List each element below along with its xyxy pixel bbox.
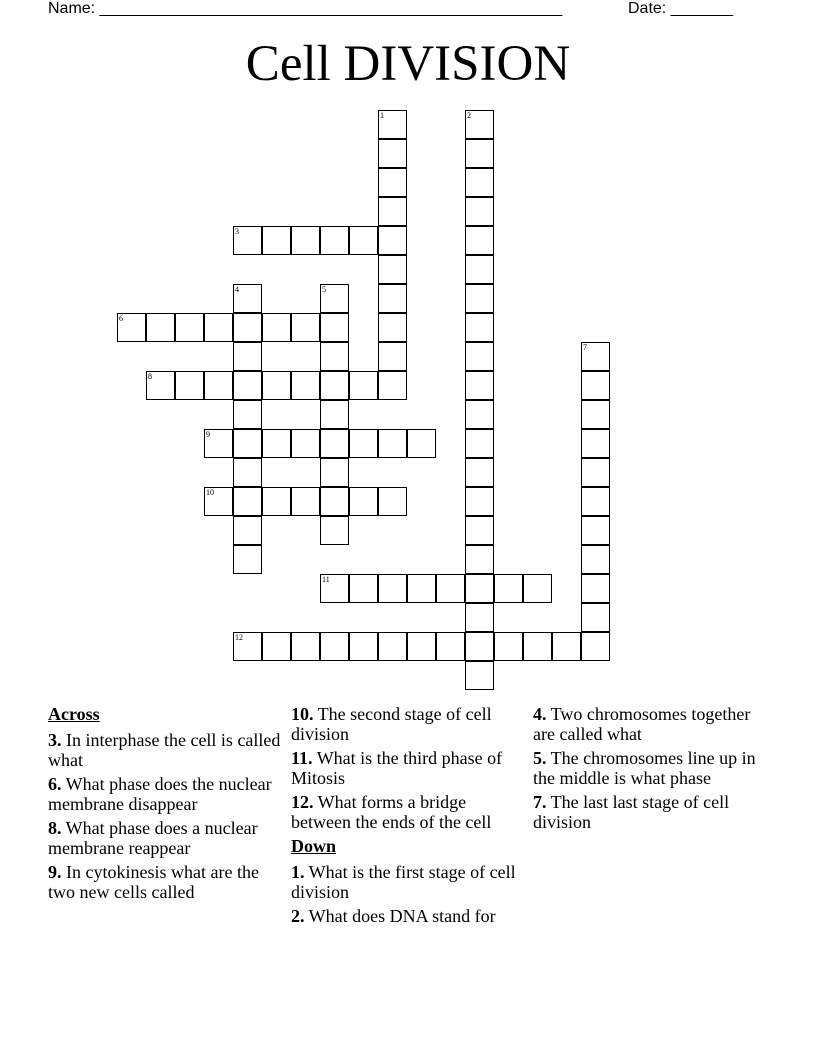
- crossword-cell[interactable]: [378, 110, 407, 139]
- crossword-cell[interactable]: [320, 429, 349, 458]
- crossword-cell[interactable]: [378, 313, 407, 342]
- crossword-cell[interactable]: [465, 400, 494, 429]
- clue-item: [291, 748, 527, 788]
- clue-item: [291, 862, 527, 902]
- crossword-cell[interactable]: [320, 400, 349, 429]
- crossword-cell[interactable]: [233, 429, 262, 458]
- crossword-cell[interactable]: [465, 429, 494, 458]
- crossword-cell[interactable]: [349, 371, 378, 400]
- crossword-cell[interactable]: [233, 371, 262, 400]
- crossword-cell[interactable]: [407, 574, 436, 603]
- crossword-cell[interactable]: [378, 632, 407, 661]
- crossword-cell[interactable]: [581, 603, 610, 632]
- across-heading: Across: [48, 704, 100, 724]
- crossword-cell[interactable]: [378, 197, 407, 226]
- crossword-cell[interactable]: [262, 487, 291, 516]
- clue-item: [291, 704, 527, 744]
- crossword-cell[interactable]: [581, 429, 610, 458]
- clue-item: [533, 792, 769, 832]
- clue-text: What forms a bridge between the ends of the cell: [291, 792, 492, 832]
- crossword-cell[interactable]: [349, 574, 378, 603]
- crossword-cell[interactable]: [146, 371, 175, 400]
- crossword-cell[interactable]: [233, 545, 262, 574]
- down-heading: Down: [291, 836, 337, 856]
- cell-number: 1: [380, 111, 384, 120]
- clue-text: What phase does the nuclear membrane disappear: [48, 774, 272, 814]
- crossword-cell[interactable]: [291, 487, 320, 516]
- crossword-cell[interactable]: [378, 487, 407, 516]
- crossword-cell[interactable]: [349, 632, 378, 661]
- crossword-cell[interactable]: [581, 574, 610, 603]
- cell-number: 6: [119, 314, 123, 323]
- date-field[interactable]: Date: _______: [628, 0, 733, 17]
- crossword-cell[interactable]: [233, 313, 262, 342]
- crossword-cell[interactable]: [465, 139, 494, 168]
- crossword-cell[interactable]: [320, 487, 349, 516]
- crossword-cell[interactable]: [233, 516, 262, 545]
- crossword-cell[interactable]: [204, 313, 233, 342]
- name-field[interactable]: Name: ____________________________________________________: [48, 0, 563, 17]
- crossword-cell[interactable]: [465, 487, 494, 516]
- crossword-cell[interactable]: [175, 371, 204, 400]
- crossword-cell[interactable]: [581, 458, 610, 487]
- clue-text: The last last stage of cell division: [533, 792, 730, 832]
- cell-number: 9: [206, 430, 210, 439]
- crossword-cell[interactable]: [204, 371, 233, 400]
- crossword-cell[interactable]: [378, 226, 407, 255]
- clue-number: 11.: [291, 748, 313, 768]
- crossword-cell[interactable]: [581, 545, 610, 574]
- crossword-cell[interactable]: [320, 226, 349, 255]
- crossword-cell[interactable]: [581, 342, 610, 371]
- crossword-cell[interactable]: [465, 632, 494, 661]
- crossword-cell[interactable]: [465, 516, 494, 545]
- crossword-cell[interactable]: [291, 313, 320, 342]
- cell-number: 10: [206, 488, 214, 497]
- crossword-cell[interactable]: [581, 371, 610, 400]
- crossword-cell[interactable]: [465, 284, 494, 313]
- crossword-cell[interactable]: [175, 313, 204, 342]
- crossword-cell[interactable]: [436, 632, 465, 661]
- crossword-cell[interactable]: [320, 516, 349, 545]
- crossword-cell[interactable]: [233, 284, 262, 313]
- crossword-cell[interactable]: [378, 342, 407, 371]
- crossword-cell[interactable]: [320, 458, 349, 487]
- clues-column-2: [291, 704, 527, 930]
- crossword-cell[interactable]: [436, 574, 465, 603]
- clue-text: Two chromosomes together are called what: [533, 704, 751, 744]
- crossword-cell[interactable]: [523, 574, 552, 603]
- crossword-cell[interactable]: [291, 632, 320, 661]
- cell-number: 12: [235, 633, 243, 642]
- crossword-cell[interactable]: [233, 487, 262, 516]
- clue-text: The second stage of cell division: [291, 704, 492, 744]
- crossword-cell[interactable]: [465, 661, 494, 690]
- crossword-cell[interactable]: [407, 632, 436, 661]
- crossword-cell[interactable]: [233, 458, 262, 487]
- clue-number: 4.: [533, 704, 547, 724]
- clue-item: [48, 862, 284, 902]
- crossword-cell[interactable]: [262, 371, 291, 400]
- crossword-cell[interactable]: [465, 110, 494, 139]
- clue-item: [533, 748, 769, 788]
- clue-text: What does DNA stand for: [304, 906, 496, 926]
- crossword-cell[interactable]: [465, 168, 494, 197]
- across-clue-list-continued: [291, 704, 527, 832]
- crossword-cell[interactable]: [407, 429, 436, 458]
- crossword-cell[interactable]: [320, 342, 349, 371]
- clue-number: 7.: [533, 792, 547, 812]
- crossword-cell[interactable]: [465, 574, 494, 603]
- crossword-cell[interactable]: [262, 313, 291, 342]
- clue-number: 8.: [48, 818, 62, 838]
- crossword-cell[interactable]: [378, 371, 407, 400]
- crossword-cell[interactable]: [233, 400, 262, 429]
- crossword-cell[interactable]: [378, 574, 407, 603]
- crossword-cell[interactable]: [494, 632, 523, 661]
- crossword-cell[interactable]: [465, 226, 494, 255]
- crossword-cell[interactable]: [291, 429, 320, 458]
- clues-column-3: [533, 704, 769, 836]
- clue-text: The chromosomes line up in the middle is what phase: [533, 748, 756, 788]
- crossword-cell[interactable]: [233, 632, 262, 661]
- down-clue-list-continued: [533, 704, 769, 832]
- cell-number: 5: [322, 285, 326, 294]
- clue-number: 3.: [48, 730, 62, 750]
- crossword-cell[interactable]: [581, 400, 610, 429]
- cell-number: 8: [148, 372, 152, 381]
- crossword-cell[interactable]: [233, 226, 262, 255]
- cell-number: 2: [467, 111, 471, 120]
- clue-item: [291, 906, 527, 926]
- clue-text: What phase does a nuclear membrane reappear: [48, 818, 258, 858]
- crossword-cell[interactable]: [262, 632, 291, 661]
- cell-number: 4: [235, 285, 239, 294]
- clue-number: 1.: [291, 862, 305, 882]
- crossword-cell[interactable]: [320, 371, 349, 400]
- clue-text: What is the first stage of cell division: [291, 862, 516, 902]
- crossword-cell[interactable]: [291, 371, 320, 400]
- cell-number: 11: [322, 575, 330, 584]
- crossword-cell[interactable]: [465, 545, 494, 574]
- clue-item: [533, 704, 769, 744]
- crossword-cell[interactable]: [465, 313, 494, 342]
- clue-item: [48, 818, 284, 858]
- crossword-cell[interactable]: [465, 371, 494, 400]
- down-clue-list: [291, 862, 527, 926]
- crossword-cell[interactable]: [146, 313, 175, 342]
- clue-number: 2.: [291, 906, 305, 926]
- crossword-cell[interactable]: [349, 226, 378, 255]
- crossword-cell[interactable]: [581, 487, 610, 516]
- crossword-cell[interactable]: [291, 226, 320, 255]
- crossword-cell[interactable]: [204, 487, 233, 516]
- crossword-cell[interactable]: [320, 284, 349, 313]
- clue-item: [48, 774, 284, 814]
- crossword-cell[interactable]: [262, 429, 291, 458]
- crossword-cell[interactable]: [378, 139, 407, 168]
- crossword-cell[interactable]: [349, 429, 378, 458]
- clue-number: 10.: [291, 704, 314, 724]
- crossword-cell[interactable]: [117, 313, 146, 342]
- clue-text: In cytokinesis what are the two new cells called: [48, 862, 259, 902]
- crossword-cell[interactable]: [320, 313, 349, 342]
- crossword-cell[interactable]: [262, 226, 291, 255]
- crossword-cell[interactable]: [465, 255, 494, 284]
- crossword-cell[interactable]: [378, 168, 407, 197]
- crossword-cell[interactable]: [233, 342, 262, 371]
- crossword-cell[interactable]: [320, 632, 349, 661]
- crossword-cell[interactable]: [204, 429, 233, 458]
- page-title: Cell DIVISION: [245, 36, 571, 92]
- crossword-cell[interactable]: [494, 574, 523, 603]
- crossword-cell[interactable]: [552, 632, 581, 661]
- crossword-cell[interactable]: [523, 632, 552, 661]
- across-clue-list: [48, 730, 284, 902]
- clue-number: 5.: [533, 748, 547, 768]
- clue-item: [291, 792, 527, 832]
- crossword-cell[interactable]: [378, 284, 407, 313]
- crossword-cell[interactable]: [581, 516, 610, 545]
- clue-number: 12.: [291, 792, 314, 812]
- crossword-cell[interactable]: [465, 197, 494, 226]
- crossword-cell[interactable]: [320, 574, 349, 603]
- cell-number: 3: [235, 227, 239, 236]
- clue-number: 6.: [48, 774, 62, 794]
- crossword-cell[interactable]: [378, 429, 407, 458]
- clue-text: In interphase the cell is called what: [48, 730, 281, 770]
- clue-number: 9.: [48, 862, 62, 882]
- crossword-cell[interactable]: [349, 487, 378, 516]
- crossword-cell[interactable]: [465, 603, 494, 632]
- crossword-cell[interactable]: [581, 632, 610, 661]
- clue-item: [48, 730, 284, 770]
- clue-text: What is the third phase of Mitosis: [291, 748, 503, 788]
- cell-number: 7: [583, 343, 587, 352]
- clues-column-1: [48, 704, 284, 906]
- crossword-cell[interactable]: [465, 458, 494, 487]
- crossword-cell[interactable]: [378, 255, 407, 284]
- crossword-cell[interactable]: [465, 342, 494, 371]
